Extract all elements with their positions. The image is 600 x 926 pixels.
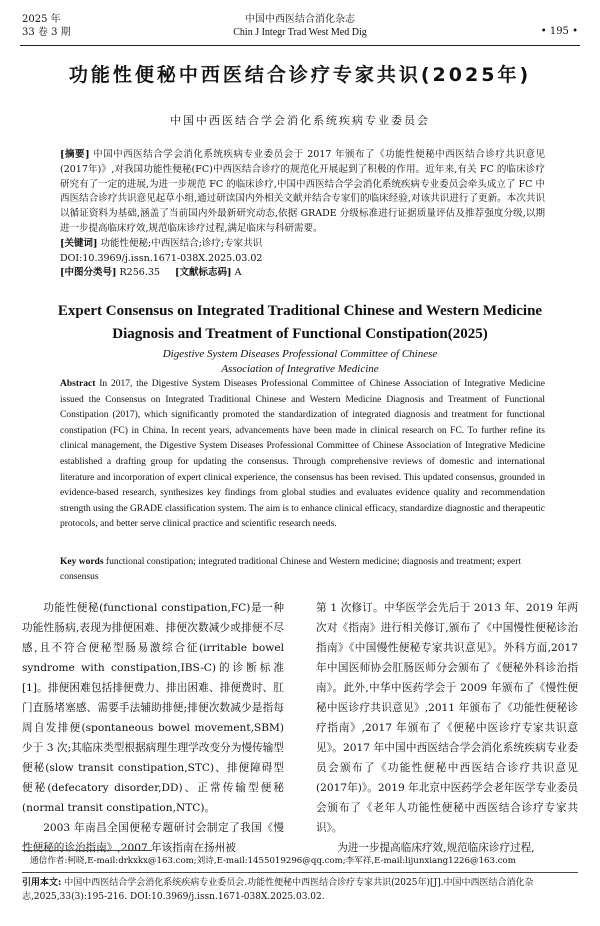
abstract-en	[60, 377, 545, 533]
body-column-right	[316, 598, 578, 858]
citation-box	[22, 872, 578, 904]
abstract-zh-label: [摘要]	[60, 149, 90, 160]
abstract-en-label: Abstract	[60, 379, 96, 389]
body-paragraph: 2003 年南昌全国便秘专题研讨会制定了我国《慢性便秘的诊治指南》,2007 年该指南在扬州被	[22, 822, 284, 854]
keywords-en: functional constipation; integrated traditional Chinese and Western medicine; diagnosis and treatment; expert consensus	[60, 557, 522, 582]
body-paragraph: 功能性便秘(functional constipation,FC)是一种功能性肠病,表现为排便困难、排便次数减少或排便不尽感,且不符合便秘型肠易激综合征(irritable bowel syndrome with constipation,IBS-C)的诊断标准[1]。排便困难包括排便费力、排出困难、排便费时、肛门直肠堵塞感、需要手法辅助排便;排便次数减少是指每周自发排便(spontaneous bowel movement,SBM)少于 3 次;其临床类型根据病理生理学改变分为慢传输型便秘(slow transit constipation,STC)、排便障碍型便秘(defecatory disorder,DD)、正常传输型便秘(normal transit constipation,NTC)。	[22, 602, 284, 814]
abstract-en-text: In 2017, the Digestive System Diseases Professional Committee of Chinese Association of Integrative Medicine issued the Consensus on Integrated Traditional Chinese and Western Medicine Diagnosis and Treatment of Functional Constipation (2017), which significantly promoted the standardization of integrated diagnosis and treatment for functional constipation (FC) in China. In recent years, advancements have been made in clinical research on FC. To further refine its clinical management, the Digestive System Diseases Professional Committee of Chinese Association of Integrative Medicine established a drafting group for updating the consensus. Through comprehensive reviews of domestic and international literature and incorporation of expert clinical experience, the consensus has been revised. This updated consensus, grounded in evidence-based research, synthesizes key findings from global studies and evaluates evidence quality and recommendation strength using the GRADE classification system. The aim is to enhance clinical efficacy, standardize diagnostic and therapeutic protocols, and better serve clinical practice and scientific research needs.	[60, 379, 545, 530]
clc-code: R256.35	[119, 267, 160, 279]
clc-line	[60, 266, 545, 281]
page-number: • 195 •	[540, 26, 578, 37]
keywords-en-line	[60, 555, 545, 585]
journal-name-zh: 中国中西医结合消化杂志	[245, 14, 355, 25]
title-zh: 功能性便秘中西医结合诊疗专家共识(2025年)	[68, 64, 532, 86]
title-en: Expert Consensus on Integrated Traditional Chinese and Western Medicine Diagnosis and Treatment of Functional Constipation(2025)	[57, 303, 543, 342]
footnote-rule	[22, 850, 152, 851]
abstract-zh-text: 中国中西医结合学会消化系统疾病专业委员会于 2017 年颁布了《功能性便秘中西医结合诊疗共识意见(2017年)》,对我国功能性便秘(FC)中西医结合诊疗的规范化开展起到了积极的作用。近年来,有关 FC 的临床诊疗研究有了一定的进展,为进一步规范 FC 的临床诊疗,中国中西医结合学会消化系统疾病专业委员会牵头成立了 FC 中西医结合诊疗共识意见起草小组,通过研读国内外相关文献并结合专家们的临床经验,对该共识进行了更新。本次共识以循证资料为基础,涵盖了当前国内外最新研究动态,依据 GRADE 分级标准进行证据质量评估及推荐强度分级,以期进一步提高临床疗效,规范临床诊疗过程,满足临床与科研需要。	[60, 149, 545, 234]
footnote-correspondence: 通信作者:柯晓,E-mail:drkxkx@163.com;刘诗,E-mail:1455019296@qq.com;李军祥,E-mail:lijunxiang1226@163.com	[30, 856, 516, 866]
header-year: 2025 年	[22, 14, 61, 25]
abstract-zh	[60, 148, 545, 281]
header-volume: 33 卷 3 期	[22, 27, 71, 38]
clc-label: [中图分类号]	[60, 267, 117, 279]
doccode-label: [文献标志码]	[175, 267, 232, 279]
body-paragraph: 为进一步提高临床疗效,规范临床诊疗过程,	[337, 842, 535, 854]
keywords-en-label: Key words	[60, 557, 104, 567]
citation-label: 引用本文:	[22, 878, 62, 888]
journal-name-en: Chin J Integr Trad West Med Dig	[233, 27, 367, 38]
header-rule	[20, 45, 580, 46]
author-en: Digestive System Diseases Professional Committee of Chinese Association of Integrative Medicine	[162, 348, 438, 375]
keywords-zh-line	[60, 237, 545, 252]
body-paragraph: 第 1 次修订。中华医学会先后于 2013 年、2019 年两次对《指南》进行相关修订,颁布了《中国慢性便秘诊治指南》《中国慢性便秘专家共识意见》。外科方面,2017 年中国医师协会肛肠医师分会颁布了《便秘外科诊治指南》。此外,中华中医药学会于 2009 年颁布了《慢性便秘中医诊疗共识意见》,2011 年颁布了《功能性便秘诊疗指南》,2017 年颁布了《便秘中医诊疗专家共识意见》。2017 年中国中西医结合学会消化系统疾病专业委员会颁布了《功能性便秘中西医结合诊疗共识意见(2017年)》。2019 年北京中医药学会老年医学专业委员会颁布了《老年人功能性便秘中西医结合诊疗专家共识》。	[316, 602, 578, 834]
citation-text: 中国中西医结合学会消化系统疾病专业委员会.功能性便秘中西医结合诊疗专家共识(2025年)[J].中国中西医结合消化杂志,2025,33(3):195-216. DOI:10.3969/j.issn.1671-038X.2025.03.02.	[22, 878, 534, 902]
doi-zh: DOI:10.3969/j.issn.1671-038X.2025.03.02	[60, 252, 263, 264]
author-zh: 中国中西医结合学会消化系统疾病专业委员会	[170, 114, 430, 127]
body-column-left	[22, 598, 284, 858]
keywords-zh: 功能性便秘;中西医结合;诊疗;专家共识	[100, 237, 263, 249]
abstract-zh-body	[60, 148, 545, 237]
header-center	[0, 13, 600, 39]
doccode: A	[234, 267, 242, 279]
keywords-zh-label: [关键词]	[60, 237, 98, 249]
